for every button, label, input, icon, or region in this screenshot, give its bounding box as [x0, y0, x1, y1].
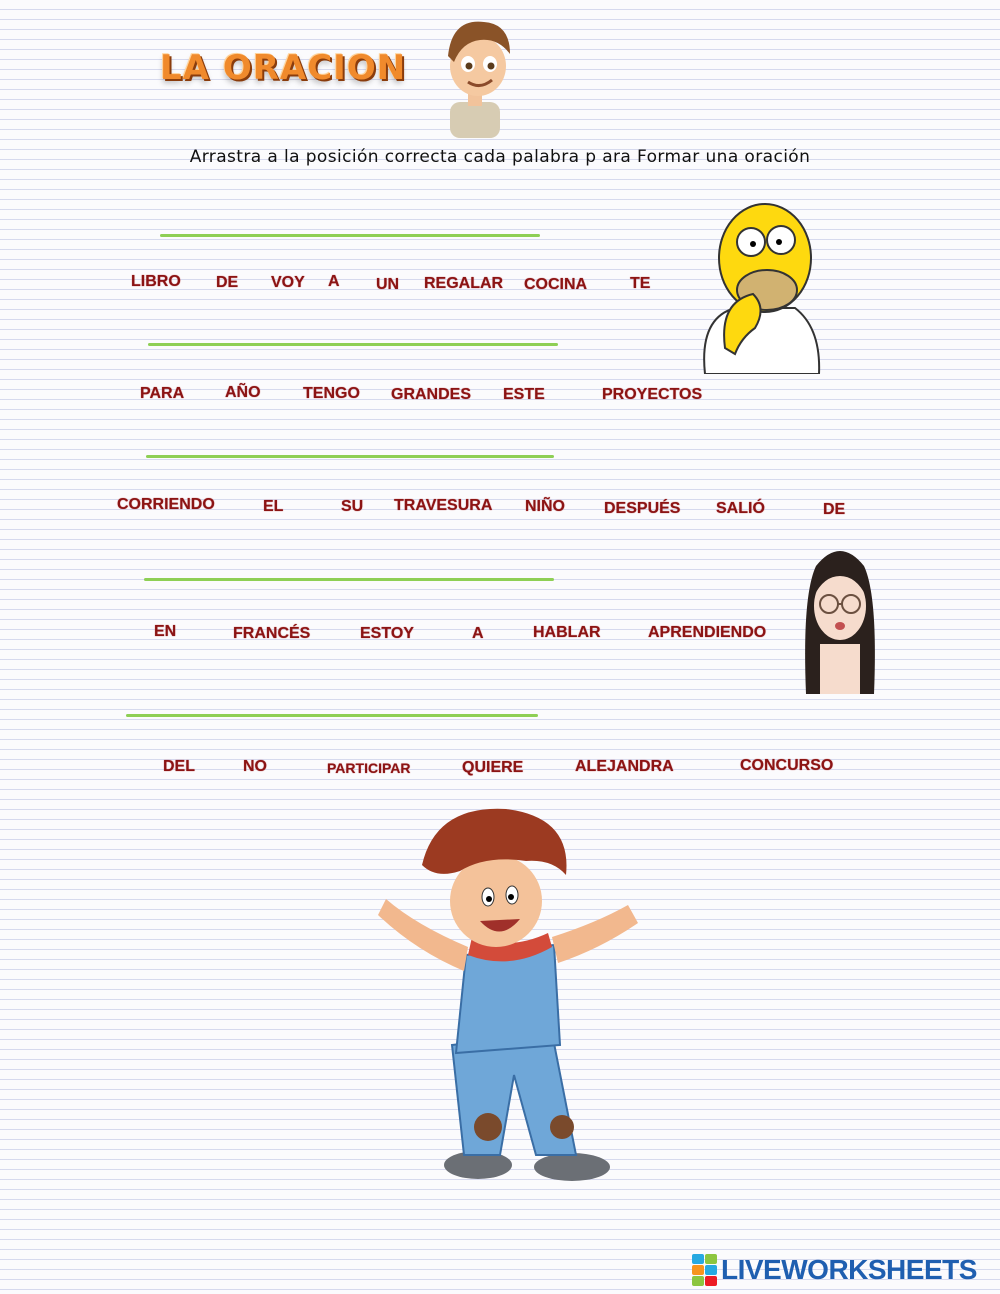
word-chip[interactable]: EN — [154, 623, 177, 640]
word-chip[interactable]: CORRIENDO — [117, 496, 215, 513]
word-chip[interactable]: EL — [263, 498, 284, 515]
word-chip[interactable]: COCINA — [524, 276, 588, 293]
word-chip[interactable]: DESPUÉS — [604, 500, 681, 517]
answer-line-4[interactable] — [144, 578, 554, 581]
word-chip[interactable]: LIBRO — [131, 273, 181, 290]
answer-line-5[interactable] — [126, 714, 538, 717]
word-chip[interactable]: APRENDIENDO — [648, 624, 767, 641]
word-chip[interactable]: A — [328, 273, 340, 290]
word-chip[interactable]: NO — [243, 758, 267, 775]
liveworksheets-logo[interactable] — [692, 1254, 977, 1286]
word-chip[interactable]: QUIERE — [462, 759, 524, 776]
liveworksheets-logo-icon — [692, 1254, 717, 1286]
word-chip[interactable]: REGALAR — [424, 275, 504, 292]
brand-name: LIVEWORKSHEETS — [721, 1254, 977, 1285]
word-chip[interactable]: TENGO — [303, 385, 360, 402]
word-chip[interactable]: PROYECTOS — [602, 386, 703, 403]
word-chip[interactable]: SALIÓ — [716, 500, 765, 517]
word-chip[interactable]: NIÑO — [525, 498, 565, 515]
word-chip[interactable]: HABLAR — [533, 624, 601, 641]
word-chip[interactable]: DE — [823, 501, 846, 518]
word-chip[interactable]: VOY — [271, 274, 305, 291]
word-chip[interactable]: FRANCÉS — [233, 625, 311, 642]
word-chip[interactable]: ALEJANDRA — [575, 758, 674, 775]
word-chip[interactable]: ESTOY — [360, 625, 414, 642]
word-chip[interactable]: TRAVESURA — [394, 497, 493, 514]
word-chip[interactable]: SU — [341, 498, 364, 515]
answer-line-1[interactable] — [160, 234, 540, 237]
answer-line-3[interactable] — [146, 455, 554, 458]
word-chip[interactable]: CONCURSO — [740, 757, 834, 774]
cartoon-boy-overalls-icon — [376, 805, 648, 1183]
word-chip[interactable]: PARTICIPAR — [327, 760, 411, 776]
homer-thinking-icon — [695, 198, 825, 374]
cartoon-boy-head-icon — [440, 14, 518, 138]
page-title: LA ORACION — [160, 48, 407, 88]
word-chip[interactable]: ESTE — [503, 386, 545, 403]
word-chip[interactable]: AÑO — [225, 384, 261, 401]
answer-line-2[interactable] — [148, 343, 558, 346]
instruction-text: Arrastra a la posición correcta cada palabra p ara Formar una oración — [189, 147, 811, 167]
word-chip[interactable]: DEL — [163, 758, 195, 775]
word-chip[interactable]: UN — [376, 276, 400, 293]
word-chip[interactable]: TE — [630, 275, 651, 292]
word-chip[interactable]: DE — [216, 274, 239, 291]
word-chip[interactable]: PARA — [140, 385, 185, 402]
word-chip[interactable]: GRANDES — [391, 386, 472, 403]
girl-with-glasses-icon — [800, 536, 880, 694]
word-chip[interactable]: A — [472, 625, 484, 642]
